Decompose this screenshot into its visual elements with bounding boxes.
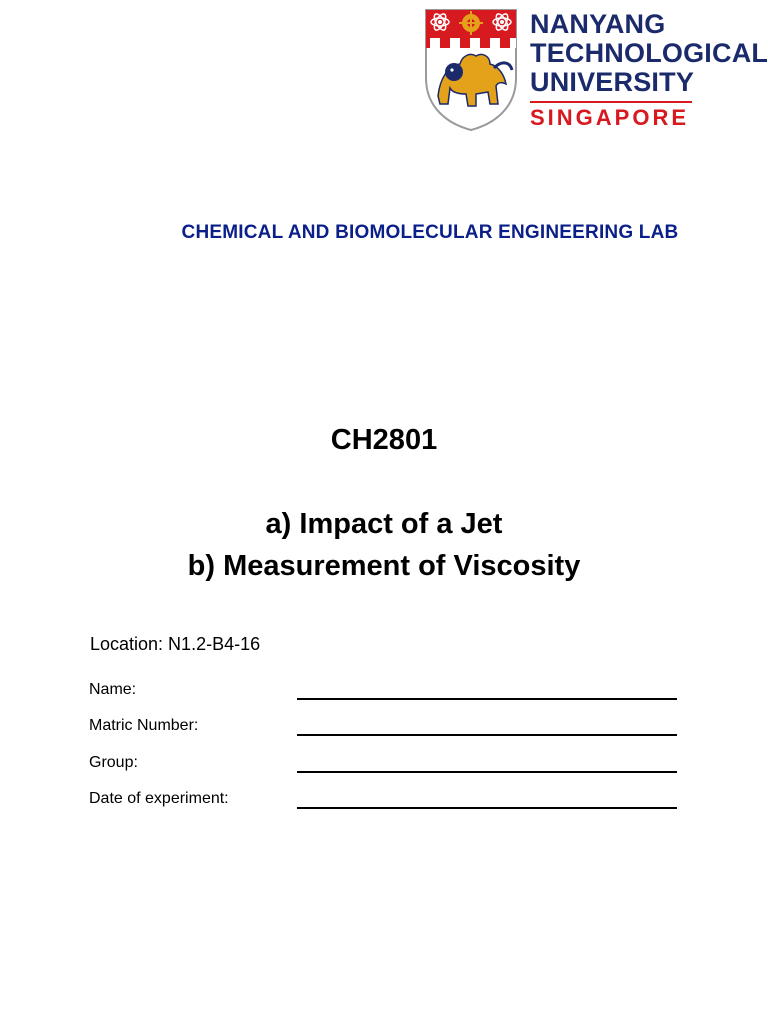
group-field-row	[89, 754, 689, 778]
wordmark-divider	[530, 101, 692, 103]
experiment-title-a: a) Impact of a Jet	[265, 508, 503, 540]
date-of-experiment-label: Date of experiment:	[89, 790, 229, 807]
lab-title: CHEMICAL AND BIOMOLECULAR ENGINEERING LAB	[181, 222, 679, 243]
experiment-title-b: b) Measurement of Viscosity	[187, 550, 581, 582]
group-label: Group:	[89, 754, 138, 771]
name-blank-line[interactable]	[297, 681, 677, 700]
course-code: CH2801	[330, 424, 438, 456]
date-of-experiment-blank-line[interactable]	[297, 790, 677, 809]
matric-number-field-row	[89, 717, 689, 741]
wordmark-line-nanyang: NANYANG	[530, 9, 666, 39]
wordmark-line-technological: TECHNOLOGICAL	[530, 38, 768, 68]
date-of-experiment-field-row	[89, 790, 689, 814]
wordmark-line-university: UNIVERSITY	[530, 67, 695, 97]
name-label: Name:	[89, 681, 137, 698]
location-text: Location: N1.2-B4-16	[90, 634, 261, 654]
wordmark-line-singapore: SINGAPORE	[530, 105, 690, 130]
matric-number-blank-line[interactable]	[297, 717, 677, 736]
ntu-crest-icon	[424, 8, 518, 132]
group-blank-line[interactable]	[297, 754, 677, 773]
matric-number-label: Matric Number:	[89, 717, 199, 734]
ntu-wordmark	[530, 9, 768, 130]
name-field-row	[89, 681, 689, 705]
ntu-logo	[424, 8, 768, 136]
